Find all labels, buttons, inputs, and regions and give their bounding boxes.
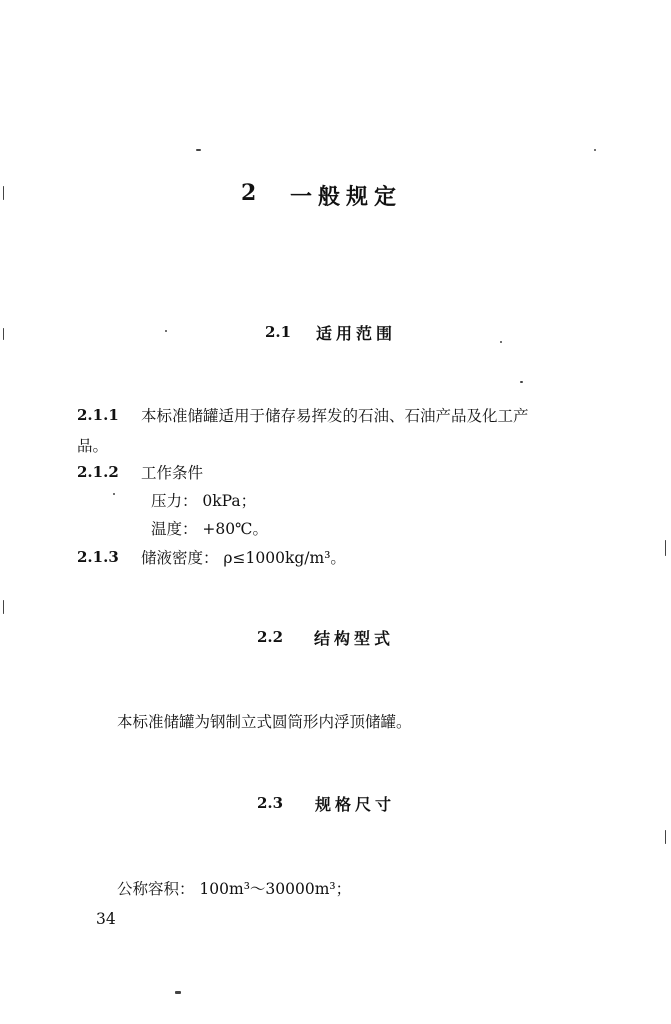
section-2-2-title: 结构型式 (314, 629, 395, 648)
clause-2-1-2-number: 2.1.2 (77, 463, 119, 481)
scan-speck (520, 381, 523, 383)
clause-2-1-1-continuation: 品。 (77, 437, 109, 455)
working-pressure: 压力： 0kPa； (151, 492, 257, 510)
scan-speck (196, 149, 201, 151)
scan-speck (3, 600, 4, 614)
working-temperature: 温度： +80℃。 (151, 520, 268, 538)
scan-speck (3, 186, 4, 200)
scan-speck (3, 328, 4, 340)
section-2-3-number: 2.3 (257, 794, 284, 812)
chapter-number: 2 (241, 180, 263, 206)
section-2-1-number: 2.1 (265, 323, 292, 341)
scan-speck (665, 540, 666, 556)
clause-2-1-1-text: 本标准储罐适用于储存易挥发的石油、石油产品及化工产 (141, 407, 529, 425)
scan-speck (665, 830, 666, 844)
clause-2-1-3-text: 储液密度： ρ≤1000kg/m³。 (141, 549, 346, 567)
scan-speck (113, 493, 115, 495)
clause-2-1-2-text: 工作条件 (141, 464, 204, 482)
scan-speck (500, 341, 502, 343)
scan-speck (175, 991, 181, 994)
section-2-1-title: 适用范围 (316, 324, 397, 343)
page-number: 34 (96, 910, 116, 928)
clause-2-1-1-number: 2.1.1 (77, 406, 119, 424)
section-2-2-text: 本标准储罐为钢制立式圆筒形内浮顶储罐。 (117, 713, 412, 731)
section-2-3-title: 规格尺寸 (315, 795, 396, 814)
section-2-3-text: 公称容积： 100m³～30000m³； (117, 880, 352, 898)
scan-speck (165, 330, 167, 332)
scan-speck (594, 149, 596, 151)
chapter-title: 一般规定 (290, 184, 403, 210)
section-2-2-number: 2.2 (257, 628, 284, 646)
clause-2-1-3-number: 2.1.3 (77, 548, 119, 566)
